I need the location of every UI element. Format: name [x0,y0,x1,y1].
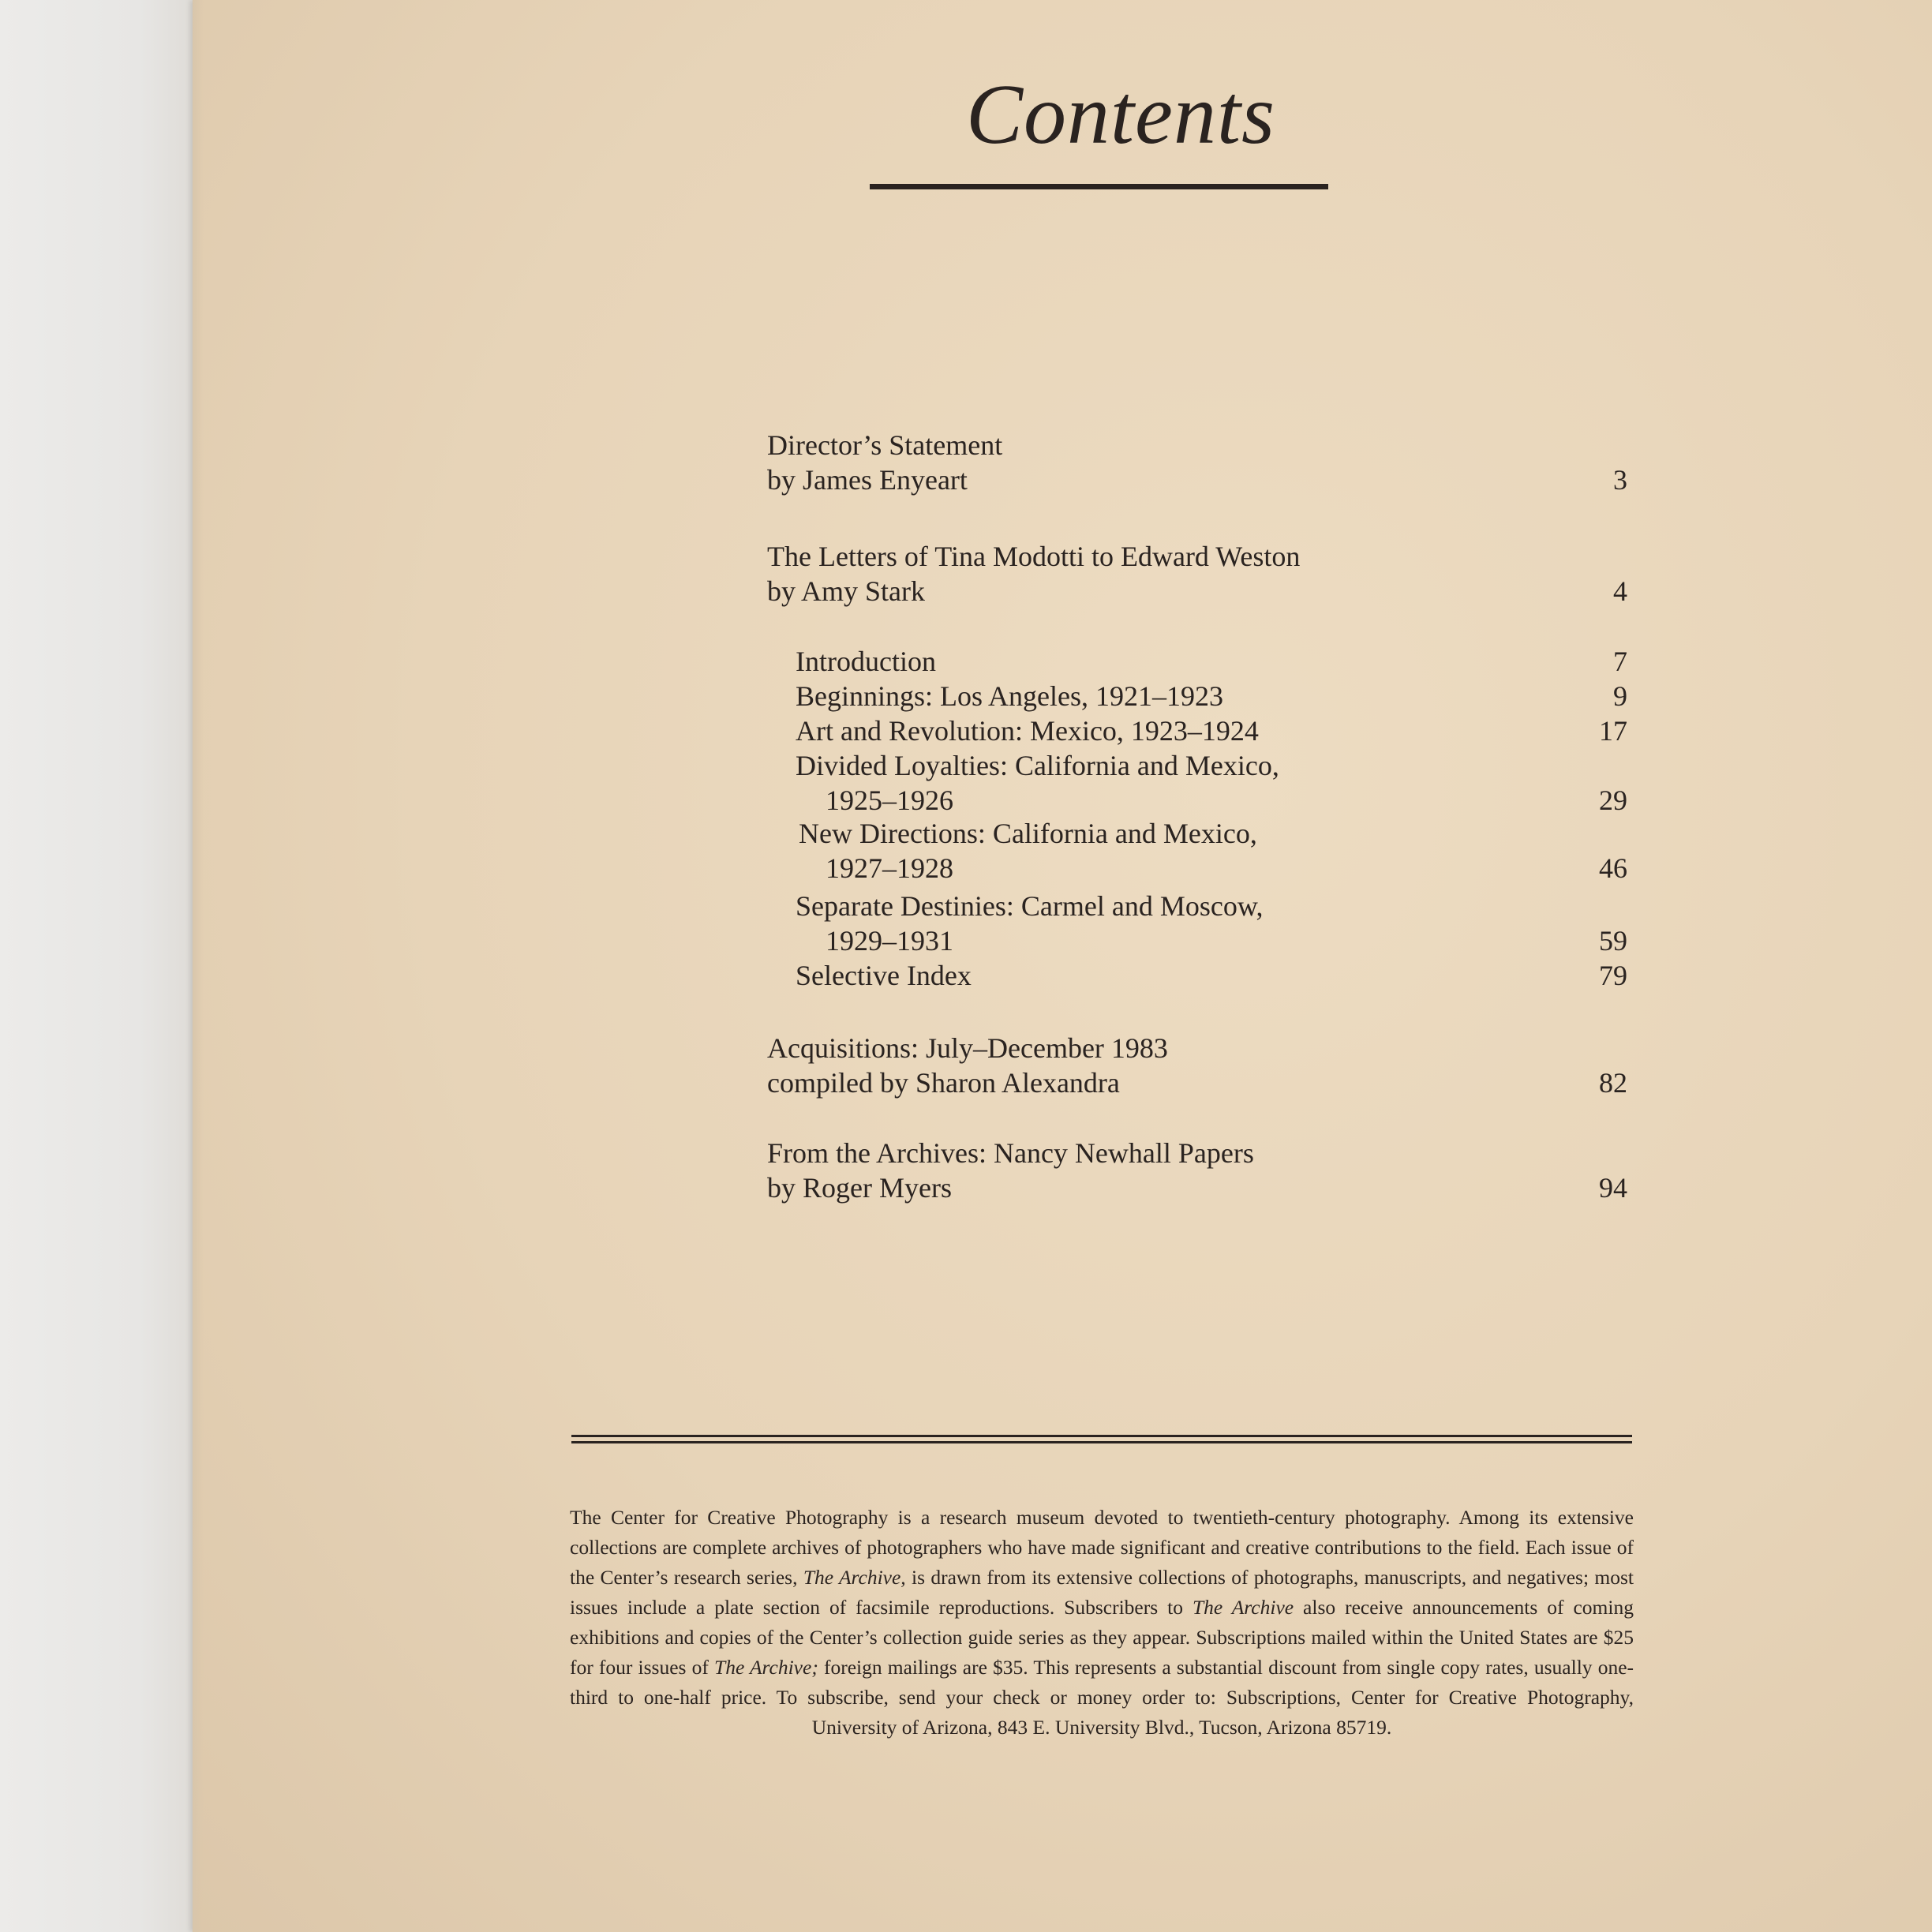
toc-page-number: 29 [1599,784,1627,816]
series-title: The Archive; [714,1656,818,1679]
toc-chapter-introduction[interactable] [767,644,1627,679]
toc-entry-byline: by James Enyeart [767,464,968,496]
toc-page-number: 17 [1599,715,1627,747]
toc-chapter-separate-destinies[interactable] [767,889,1627,923]
about-text-4: foreign mailings are $35. This represents a substantial discount from single copy rates, usually one-third to one-half price. To subscribe, send your check or money order to: Subscriptions, Center for Creative Photography, University of Arizona, 843 E. University Blvd., Tucson, Arizona 85719. [570,1656,1634,1739]
toc-chapter-beginnings[interactable] [767,679,1627,713]
toc-entry-directors-statement[interactable] [767,428,1627,497]
toc-page-number: 59 [1599,925,1627,957]
toc-chapter-divided-loyalties-cont[interactable] [767,783,1627,818]
toc-chapter-title: Divided Loyalties: California and Mexico, [796,750,1279,781]
toc-page-number: 46 [1599,852,1627,884]
toc-chapter-title: Selective Index [796,960,972,991]
page-edge-shadow [193,0,204,1932]
series-title: The Archive [1192,1596,1294,1619]
about-text-1: The Center for Creative Photography is a research museum devoted to twentieth-century photography. Among its extensive collections are complete archives of photographers who have made significant and creative contributions to the field. Each issue of the Center’s research series, [570,1506,1634,1589]
toc-chapter-title-cont: 1925–1926 [826,784,953,816]
toc-chapter-title: Separate Destinies: Carmel and Moscow, [796,890,1264,922]
toc-page-number: 94 [1599,1172,1627,1204]
toc-chapter-art-revolution[interactable] [767,713,1627,748]
toc-page-number: 3 [1613,464,1627,496]
toc-chapter-divided-loyalties[interactable] [767,748,1627,783]
toc-chapter-title: Beginnings: Los Angeles, 1921–1923 [796,680,1223,712]
toc-page-number: 7 [1613,646,1627,677]
about-paragraph [570,1503,1634,1743]
about-text-2: is drawn from its extensive collections of photographs, manuscripts, and negatives; most issues include a plate section of facsimile reproductions. Subscribers to [570,1566,1634,1619]
toc-chapter-title: Art and Revolution: Mexico, 1923–1924 [796,715,1259,747]
toc-chapter-selective-index[interactable] [767,958,1627,993]
toc-entry-byline: by Roger Myers [767,1172,952,1204]
double-rule-divider [571,1435,1632,1444]
toc-chapter-title-cont: 1929–1931 [826,925,953,957]
title-underline [870,184,1328,189]
toc-page-number: 9 [1613,680,1627,712]
toc-entry-title: From the Archives: Nancy Newhall Papers [767,1137,1254,1169]
toc-entry-letters[interactable] [767,539,1627,608]
toc-entry-title: Director’s Statement [767,429,1003,461]
toc-chapter-separate-destinies-cont[interactable] [767,923,1627,958]
series-title: The Archive, [803,1566,906,1589]
contents-page [193,0,1932,1932]
facing-page-edge [0,0,199,1932]
about-text-3: also receive announcements of coming exhibitions and copies of the Center’s collection guide series as they appear. Subscriptions mailed within the United States are $25 for four issues of [570,1596,1634,1679]
page-title: Contents [965,68,1275,162]
toc-page-number: 79 [1599,960,1627,991]
toc-entry-byline: compiled by Sharon Alexandra [767,1067,1120,1099]
toc-entry-title: The Letters of Tina Modotti to Edward Weston [767,541,1301,572]
toc-chapter-title: Introduction [796,646,936,677]
toc-entry-title: Acquisitions: July–December 1983 [767,1032,1168,1064]
toc-page-number: 82 [1599,1067,1627,1099]
toc-page-number: 4 [1613,575,1627,607]
toc-chapter-title-cont: 1927–1928 [826,852,953,884]
toc-chapter-title: New Directions: California and Mexico, [799,818,1257,849]
toc-chapter-new-directions-cont[interactable] [767,851,1627,886]
toc-entry-from-the-archives[interactable] [767,1136,1627,1205]
toc-chapter-list [767,644,1627,993]
toc-chapter-new-directions[interactable] [767,816,1627,851]
toc-entry-byline: by Amy Stark [767,575,926,607]
toc-entry-acquisitions[interactable] [767,1031,1627,1100]
